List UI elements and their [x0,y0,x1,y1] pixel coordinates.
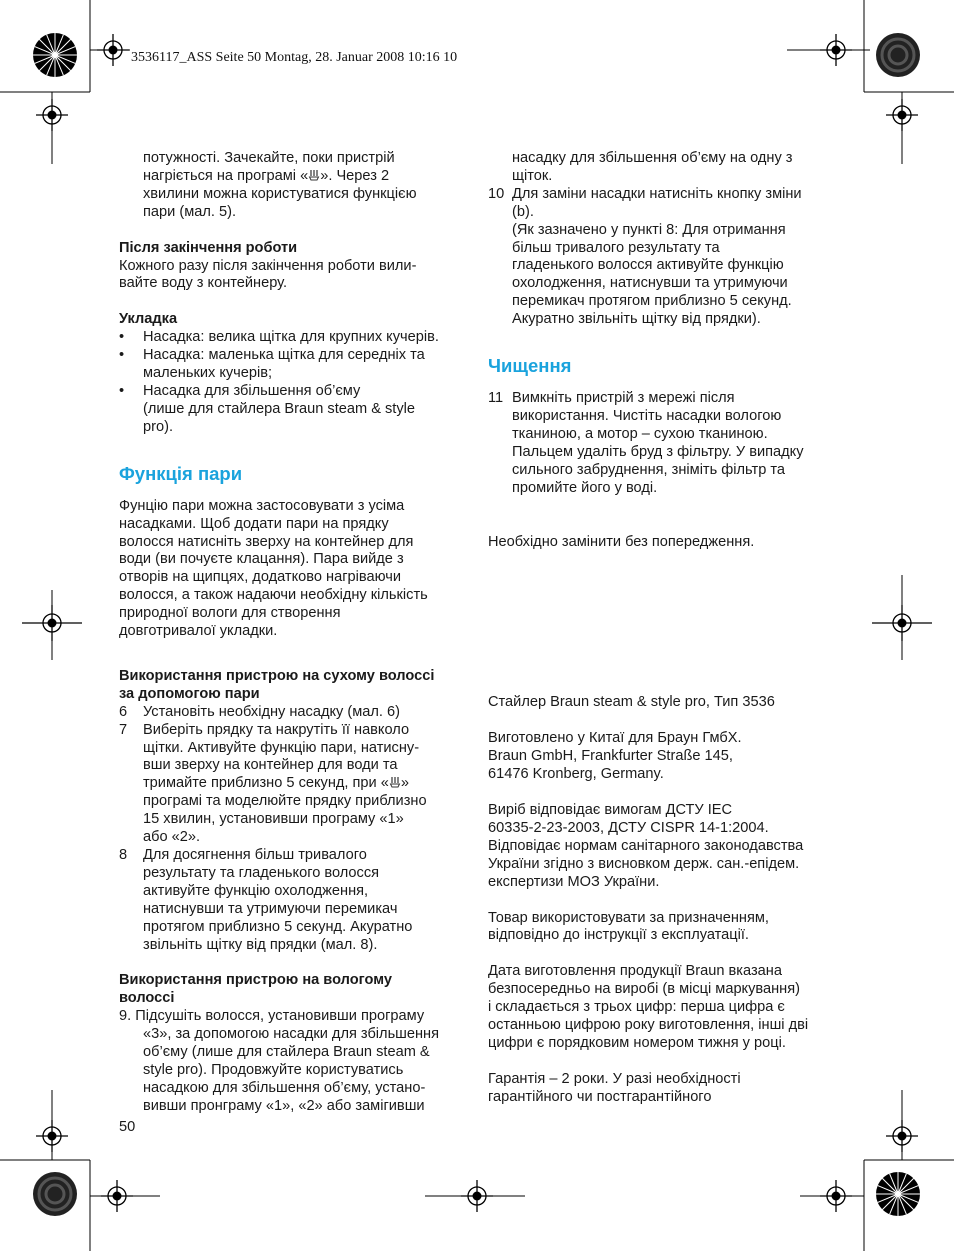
text-line: вайте воду з контейнеру. [119,275,288,292]
section-title-dry-hair: за допомогою пари [119,685,260,702]
steam-icon [389,776,401,788]
text-line: експертизи МОЗ України. [488,873,660,890]
list-item: • Насадка для збільшення об’єму (лише для стайлера Braun steam & style pro). [119,382,415,435]
text-line: style pro). Продовжуйте користуватись [143,1061,404,1078]
list-item: • Насадка: велика щітка для крупних кучерів. [119,329,439,346]
text-line: Гарантія – 2 роки. У разі необхідності [488,1070,741,1087]
text-line: Виріб відповідає вимогам ДСТУ IEC [488,802,733,819]
page-number: 50 [119,1119,136,1135]
text-line: 60335-2-23-2003, ДСТУ CISPR 14-1:2004. [488,819,769,836]
text-line: об’єму (лише для стайлера Braun steam & [143,1044,430,1061]
text-line: безпосередньо на виробі (в місці маркування) [488,981,800,998]
model-line: Стайлер Braun steam & style pro, Тип 3536 [488,694,775,711]
text-line: «3», за допомогою насадки для збільшення [143,1026,440,1043]
text-line: 61476 Kronberg, Germany. [488,766,664,783]
text-line: насадку для збільшення об’єму на одну з [512,150,793,166]
text-line: Виготовлено у Китаї для Браун ГмбХ. [488,730,742,747]
text-line: природної вологи для створення [119,605,341,622]
text-line: води (ви почуєте клацання). Пара вийде з [119,551,404,568]
text-line: потужності. Зачекайте, поки пристрій [143,150,395,166]
text-line: волосся, а також надаючи необхідну кількість [119,587,428,604]
list-item: 8 Для досягнення більш тривалого результату та гладенького волосся активуйте функцію охолодження, натиснувши та утримуючи перемикач протягом приблизно 5 секунд. Акуратно звільніть щітку від прядки (мал. 8). [119,847,413,953]
text-line: хвилини можна користуватися функцією [143,185,417,202]
list-item: 6 Установіть необхідну насадку (мал. 6) [119,703,400,720]
list-item: 10 Для заміни насадки натисніть кнопку зміни (b). (Як зазначено у пункті 8: Для отримання більш тривалого результату та гладенького волосся активуйте функцію охолодження, натиснувши та утримуючи перемикач протягом приблизно 5 секунд. Акуратно звільніть щітку від прядки). [488,185,802,328]
text-line: України згідно з висновком держ. сан.-епідем. [488,855,800,872]
text-line: Кожного разу після закінчення роботи вили- [119,257,417,274]
text-line: Дата виготовлення продукції Braun вказана [488,963,782,980]
text-line: Фунцію пари можна застосовувати з усіма [119,497,405,514]
text-line: насадками. Щоб додати пари на прядку [119,515,389,532]
text-line: вивши пронграму «1», «2» або замігивши [143,1097,425,1114]
text-line: Відповідає нормам санітарного законодавства [488,837,804,854]
section-title-wet-hair: Використання пристрою на вологому [119,972,392,989]
text-line: відповідно до інструкції з експлуатації. [488,927,749,944]
text-line: довготривалої укладки. [119,623,278,640]
heading-steam-function: Функція пари [119,462,243,484]
text-line: Braun GmbH, Frankfurter Straße 145, [488,748,733,765]
text-line: нагріється на програмі « ». Через 2 [143,167,390,184]
section-title-styling: Укладка [119,311,178,328]
section-title-dry-hair: Використання пристрою на сухому волоссі [119,667,435,684]
text-line: щіток. [512,167,553,184]
text-line: 9. Підсушіть волосся, установивши програму [119,1008,425,1025]
left-column [119,150,469,1116]
heading-cleaning: Чищення [488,355,572,377]
text-line: пари (мал. 5). [143,203,237,220]
text-line: насадкою для збільшення об’єму, устано- [143,1079,426,1096]
text-line: і складається з трьох цифр: перша цифра є [488,999,785,1016]
text-line: Товар використовувати за призначенням, [488,909,769,926]
list-item: 7 Виберіть прядку та накрутіть її навколо щітки. Активуйте функцію пари, натисну- вши зверху на контейнер для води та тримайте приблизно 5 секунд, при « » програмі та моделюйте прядку приблизно 15 хвилин, установивши програму «1» або «2». [119,721,427,846]
text-line: останньою цифрою року виготовлення, інші дві [488,1017,809,1034]
text-line: гарантійного чи постгарантійного [488,1088,712,1105]
section-title-wet-hair: волоссі [119,990,175,1007]
change-notice: Необхідно замінити без попередження. [488,533,755,550]
section-title-after-use: Після закінчення роботи [119,239,298,256]
right-column [488,150,838,1107]
text-line: волосся натисніть зверху на контейнер для [119,533,414,550]
text-line: отворів на щипцях, додатково нагріваючи [119,569,401,586]
text-line: цифри є порядковим номером тижня у році. [488,1035,786,1051]
list-item: 11 Вимкніть пристрій з мережі після використання. Чистіть насадки вологою тканиною, а мотор – сухою тканиною. Пальцем удаліть бруд з фільтру. У випадку сильного забруднення, зніміть фільтр та промийте його у воді. [488,390,804,496]
print-slug: 3536117_ASS Seite 50 Montag, 28. Januar 2008 10:16 10 [131,50,458,65]
list-item: • Насадка: маленька щітка для середніх та маленьких кучерів; [119,347,425,382]
steam-icon [308,169,320,181]
